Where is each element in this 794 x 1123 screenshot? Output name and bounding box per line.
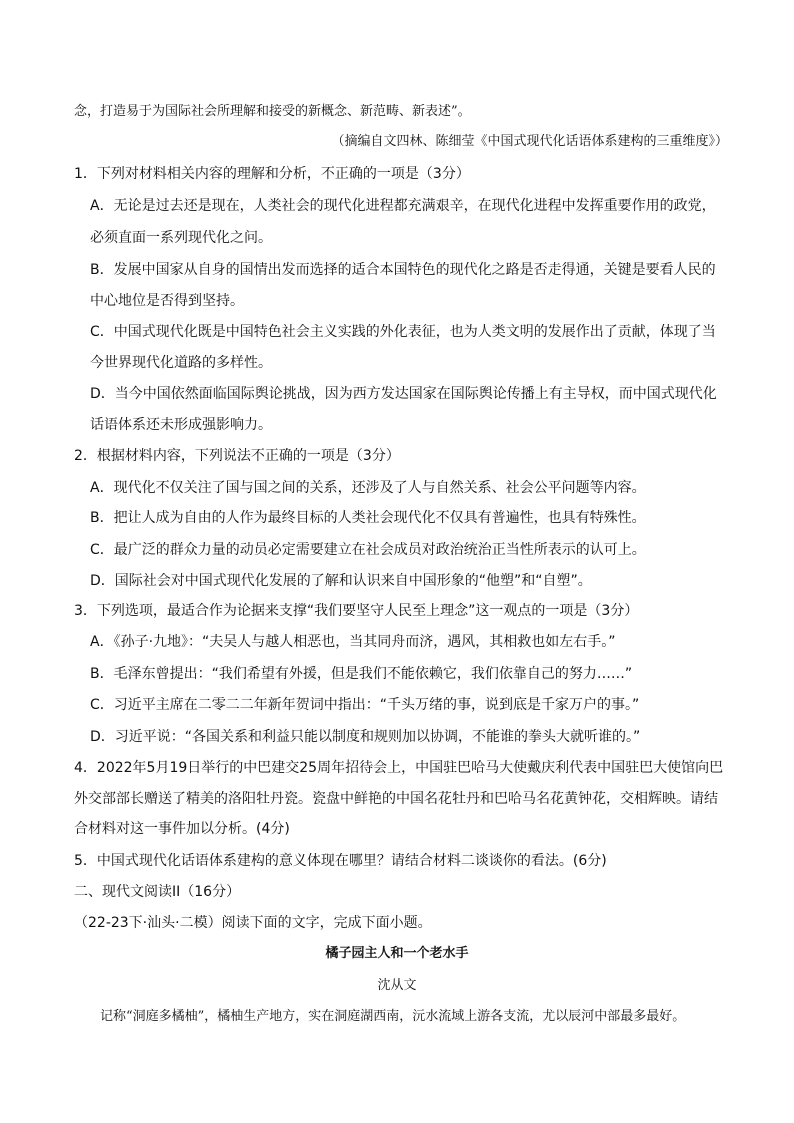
question-4-line-3: 合材料对这一事件加以分析。(4分)	[74, 821, 290, 837]
q3-option-a: A．《孙子·九地》：“夫吴人与越人相恶也，当其同舟而济，遇风，其相救也如左右手。”	[90, 634, 616, 650]
story-first-paragraph: 记称“洞庭多橘柚”，橘柚生产地方，实在洞庭湖西南，沅水流域上游各支流，尤以辰河中部最多最好。	[100, 1009, 686, 1024]
story-title: 橘子园主人和一个老水手	[325, 946, 469, 961]
question-3-stem: 3．下列选项，最适合作为论据来支撑“我们要坚守人民至上理念”这一观点的一项是（3分）	[74, 603, 639, 619]
source-citation: （摘编自文四林、陈细莹《中国式现代化话语体系建构的三重维度》）	[331, 134, 728, 149]
q2-option-a: A．现代化不仅关注了国与国之间的关系，还涉及了人与自然关系、社会公平问题等内容。	[90, 480, 646, 496]
question-4-line-2: 外交部部长赠送了精美的洛阳牡丹瓷。瓷盘中鲜艳的中国名花牡丹和巴哈马名花黄钟花，交相辉映。请结	[74, 791, 718, 807]
q2-option-b: B．把让人成为自由的人作为最终目标的人类社会现代化不仅具有普遍性，也具有特殊性。	[90, 510, 646, 526]
section-2-title: 二、现代文阅读II（16分）	[74, 884, 241, 900]
q1-option-d: D．当今中国依然面临国际舆论挑战，因为西方发达国家在国际舆论传播上有主导权，而中国式现代化	[90, 386, 717, 402]
q1-option-b-cont: 中心地位是否得到坚持。	[90, 293, 244, 309]
q1-option-d-cont: 话语体系还未形成强影响力。	[90, 417, 272, 433]
q2-option-d: D．国际社会对中国式现代化发展的了解和认识来自中国形象的“他塑”和“自塑”。	[90, 573, 592, 589]
q3-option-d: D．习近平说：“各国关系和利益只能以制度和规则加以协调，不能谁的拳头大就听谁的。”	[90, 729, 641, 745]
question-5-stem: 5．中国式现代化话语体系建构的意义体现在哪里？请结合材料二谈谈你的看法。(6分)	[74, 853, 607, 869]
q1-option-a-cont: 必须直面一系列现代化之问。	[90, 230, 272, 246]
intro-text: 念，打造易于为国际社会所理解和接受的新概念、新范畴、新表述”。	[74, 104, 471, 119]
q1-option-a: A．无论是过去还是现在，人类社会的现代化进程都充满艰辛，在现代化进程中发挥重要作用的政党，	[90, 198, 716, 214]
q1-option-c: C．中国式现代化既是中国特色社会主义实践的外化表征，也为人类文明的发展作出了贡献，体现了当	[90, 324, 716, 340]
section-2-instruction: （22-23下·汕头·二模）阅读下面的文字，完成下面小题。	[74, 915, 432, 931]
question-4-line-1: 4．2022年5月19日举行的中巴建交25周年招待会上，中国驻巴哈马大使戴庆利代表中国驻巴大使馆向巴	[74, 760, 724, 776]
question-1-stem: 1．下列对材料相关内容的理解和分析，不正确的一项是（3分）	[74, 166, 470, 182]
q3-option-b: B．毛泽东曾提出：“我们希望有外援，但是我们不能依赖它，我们依靠自己的努力……”	[90, 666, 633, 682]
q1-option-b: B．发展中国家从自身的国情出发而选择的适合本国特色的现代化之路是否走得通，关键是要看人民的	[90, 262, 716, 278]
q1-option-c-cont: 今世界现代化道路的多样性。	[90, 355, 272, 371]
q3-option-c: C．习近平主席在二零二二年新年贺词中指出：“千头万绪的事，说到底是千家万户的事。”	[90, 697, 640, 713]
question-2-stem: 2．根据材料内容，下列说法不正确的一项是（3分）	[74, 448, 400, 464]
q2-option-c: C．最广泛的群众力量的动员必定需要建立在社会成员对政治统治正当性所表示的认可上。	[90, 542, 646, 558]
story-author: 沈从文	[377, 978, 417, 993]
